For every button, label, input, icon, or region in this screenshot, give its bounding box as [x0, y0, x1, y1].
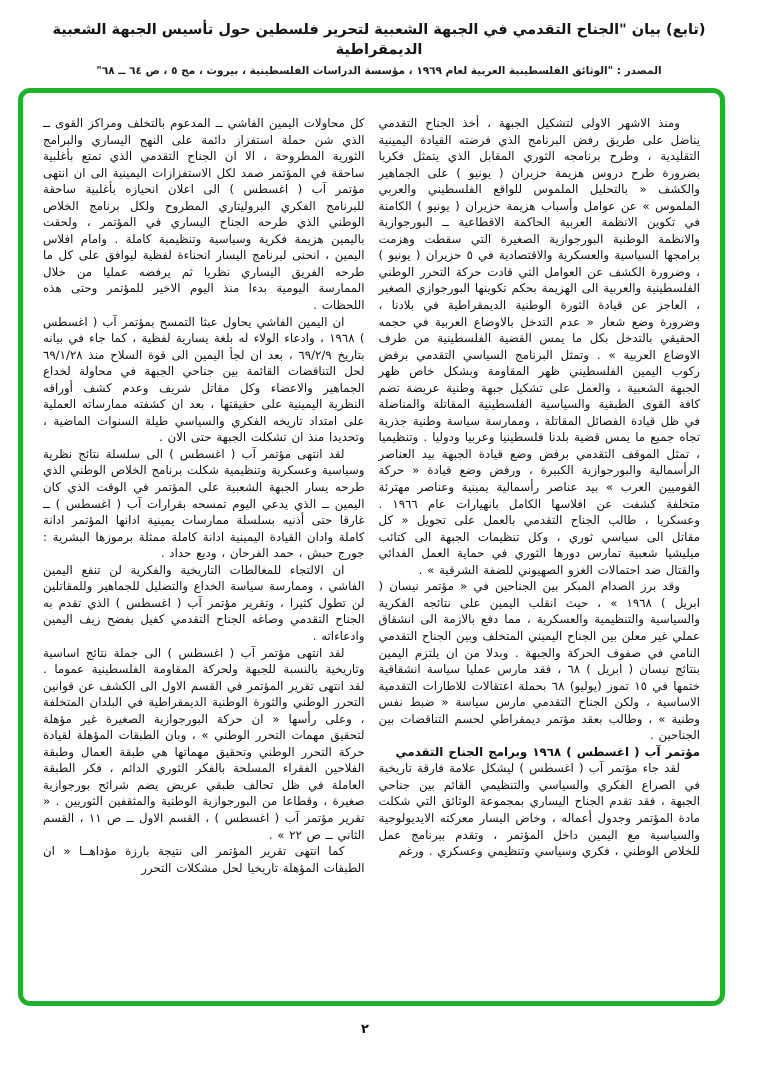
- paragraph: كما انتهى تقرير المؤتمر الى نتيجة بارزة مؤداهــا « ان الطبقات المؤهلة تاريخيا لحل مشكلات التحرر: [43, 844, 365, 875]
- document-header: [0, 20, 758, 77]
- section-heading: مؤتمر آب ( اغسطس ) ١٩٦٨ وبرامج الجناح التقدمي: [395, 744, 700, 759]
- green-border-frame: [18, 88, 725, 1006]
- paragraph: ومنذ الاشهر الاولى لتشكيل الجبهة ، أخذ الجناح التقدمي يناضل على طريق رفض البرنامج الذي فرضته القيادة اليمينية التقليدية ، وطرح برنامجه الثوري المقابل الذي يتمثل فكريا بضرورة طرح دروس هزيمة حزيران ( يونيو ) على الجماهير والكشف « بالتحليل الملموس للواقع الفلسطيني والعربي الملموس » عن عوامل وأسباب هزيمة حزيران ( يونيو ) الكامنة في تكوين الانظمة العربية الحاكمة الاقطاعية ــ البورجوازية والانظمة الوطنية البورجوازية الصغيرة التي سقطت وهزمت برامجها السياسية والعسكرية والاقتصادية في ٥ حزيران ( يونيو ) ، وضرورة الكشف عن العوامل التي قادت حركة التحرر الوطني الفلسطينية والعربية الى الهزيمة بحكم تكوينها البورجوازي الصغير ، العاجز عن قيادة الثورة الوطنية الديمقراطية في بلادنا ، وضرورة وضع شعار « عدم التدخل بالاوضاع العربية في حجمه الحقيقي بالتدخل بكل ما يمس القضية الفلسطينية من طرف الاوضاع العربية » . وتمثل البرنامج السياسي التقدمي برفض ركوب اليمين الفلسطيني ظهر المقاومة وبشكل خاص ظهر الجبهة الشعبية ، والعمل على تشكيل جبهة وطنية عريضة تضم كافة القوى الطبقية والسياسية الفلسطينية المقاتلة والمناضلة في ظل قيادة الفصائل المقاتلة ، وممارسة سياسة وطنية جذرية تجاه جميع ما يمس قضية بلدنا فلسطينيا وعربيا ودوليا . وتنظيميا ، تمثل الموقف التقدمي برفض وضع قيادة الجبهة بيد العناصر الرأسمالية والبورجوازية الكبيرة ، ورفض وضع قيادة « حركة القوميين العرب » بيد عناصر رأسمالية يمينية وعناصر مهترئة متخلفة كشفت عن افلاسها الكامل بانهيارات عام ١٩٦٦ . وعسكريا ، طالب الجناح التقدمي بالعمل على تحويل « كل مقاتل الى سياسي ثوري ، وكل تنظيمات الجبهة الى كتائب ميليشيا شعبية تمارس دورها الثوري في حماية العمل الفدائي والقتال ضد احتمالات الغزو الصهيوني للضفة الشرقية » .: [378, 116, 700, 577]
- document-source-line: المصدر : "الوثائق الفلسطينية العربية لعام ١٩٦٩ ، مؤسسة الدراسات الفلسطينية ، بيروت ، مج ٥ ، ص ٦٤ ــ ٦٨": [96, 65, 662, 77]
- paragraph: لقد جاء مؤتمر آب ( اغسطس ) ليشكل علامة فارقة تاريخية في الصراع الفكري والسياسي والتنظيمي القائم بين جناحي الجبهة ، فقد تقدم الجناح اليساري بمجموعة الوثائق التي شكلت مادة المؤتمر وجدول أعماله ، وخاض اليسار معركته الايديولوجية والسياسية مع اليمين داخل المؤتمر ، وتقدم ببرنامج عمل للخلاص الوطني ، فكري وسياسي وتنظيمي وعسكري . ورغم: [378, 761, 700, 859]
- paragraph: وقد برز الصدام المبكر بين الجناحين في « مؤتمر نيسان ( ابريل ) ١٩٦٨ » ، حيث انقلب اليمين على نتائجه الفكرية والسياسية والتنظيمية والعسكرية ، مما دفع بالازمة الى انشقاق عملي غير معلن بين الجناح اليميني المتخلف وبين الجناح التقدمي النامي في صفوف الحركة والجبهة . وبدلا من ان يلتزم اليمين بنتائج نيسان ( ابريل ) ٦٨ ، فقد مارس عمليا سياسة انشقاقية ختمها في ١٥ تموز (يوليو) ٦٨ بحملة اعتقالات للاطارات التقدمية الاساسية ، ولكن الجناح التقدمي مارس سياسة « ضبط نفس وطنية » ، وطالب بعقد مؤتمر ديمقراطي لحسم التناقضات بين الجناحين .: [378, 579, 700, 743]
- paragraph-continuation: كل محاولات اليمين الفاشي ــ المدعوم بالتخلف ومراكز القوى ــ الذي شن حملة استفزاز دائمة على النهج اليساري والبرامج الثورية المطروحة ، الا ان الجناح التقدمي الذي تمتع بأغلبية ساحقة في المؤتمر صمد لكل الاستفزازات اليمينية الى ان انتهى مؤتمر آب ( اغسطس ) الى اعلان انحيازه بأغلبية ساحقة للبرنامج الفكري البروليتاري المطروح ولكل برنامج الخلاص الوطني الذي طرحه الجناح اليساري في المؤتمر ، ولحقت باليمين هزيمة فكرية وسياسية وتنظيمية كاملة . وامام افلاس اليمين ، انحنى لبرنامج اليسار انحناءة لفظية ليوافق على كل ما طرحه الفريق اليساري نظريا ثم يرفضه عمليا من خلال الممارسة اليومية بدءا منذ اليوم الاخير للمؤتمر وحتى هذه اللحظات .: [43, 116, 365, 313]
- paragraph: لقد انتهى مؤتمر آب ( اغسطس ) الى سلسلة نتائج نظرية وسياسية وعسكرية وتنظيمية شكلت برنامج الخلاص الوطني الذي طرحه يسار الجبهة الشعبية على المؤتمر في الوقت الذي كان اليمين ــ الذي يدعي اليوم تمسحه بقرارات آب ( اغسطس ) ــ غارقا حتى أذنيه بسلسلة ممارسات يمينية ادانها المؤتمر ادانة كاملة وادان القيادة اليمينية ادانة كاملة ممثلة برموزها البشرية : جورج حبش ، حمد الفرحان ، وديع حداد .: [43, 446, 365, 561]
- two-column-text-area: [23, 93, 720, 1001]
- paragraph: ان الالتجاء للمغالطات التاريخية والفكرية لن تنفع اليمين الفاشي ، وممارسة سياسة الخداع والتضليل للجماهير وللمقاتلين لن تطول كثيرا ، وتقرير مؤتمر آب ( اغسطس ) الذي تقدم به الجناح التقدمي وصاغه الجناح التقدمي كفيل بفضح زيف اليمين وادعاءاته .: [43, 562, 365, 643]
- page-number: ٢: [361, 1022, 369, 1037]
- document-title: (تابع) بيان "الجناح التقدمي في الجبهة الشعبية لتحرير فلسطين حول تأسيس الجبهة الشعبية الديمقراطية: [52, 22, 706, 58]
- left-text-column: [43, 115, 365, 981]
- paragraph: ان اليمين الفاشي يحاول عبثا التمسح بمؤتمر آب ( اغسطس ) ١٩٦٨ ، وادعاء الولاء له بلغة يسارية لفظية ، كما جاء في بيانه بتاريخ ٦٩/٢/٩ ، بعد ان لجأ اليمين الى قوة السلاح منذ ٦٩/١/٢٨ لحل التناقضات القائمة بين جناحي الجبهة في محاولة لخداع الجماهير والاعضاء وكل مقاتل شريف وعدم كشف أوراقه النظرية اليمينية على حقيقتها ، بعد ان كشفته ممارساته العملية على امتداد تاريخه الفكري والسياسي طيلة السنوات الماضية ، وتحديدا منذ ان تشكلت الجبهة حتى الان .: [43, 314, 365, 445]
- paragraph: لقد انتهى مؤتمر آب ( اغسطس ) الى جملة نتائج اساسية وتاريخية بالنسبة للجبهة ولحركة المقاومة الفلسطينية عموما . لقد انتهى تقرير المؤتمر في القسم الاول الى الكشف عن قوانين التحرر الوطني والثورة الوطنية الديمقراطية في البلدان المتخلفة ، وعلى رأسها « ان حركة البورجوازية الصغيرة غير مؤهلة لتحقيق مهمات التحرر الوطني » ، وبان الطبقات المؤهلة لقيادة حركة التحرر الوطني وتحقيق مهماتها هي طبقة العمال وطبقة الفلاحين الفقراء المسلحة بالفكر الثوري الدائم ، فكر الطبقة العاملة في ظل تحالف طبقي عريض يضم شرائح بورجوازية صغيرة ، وقطاعا من البورجوازية الوطنية والمثقفين الثوريين . « تقرير مؤتمر آب ( اغسطس ) ، القسم الاول ــ ص ١١ ، القسم الثاني ــ ص ٢٢ » .: [43, 645, 365, 842]
- right-text-column: [379, 115, 701, 981]
